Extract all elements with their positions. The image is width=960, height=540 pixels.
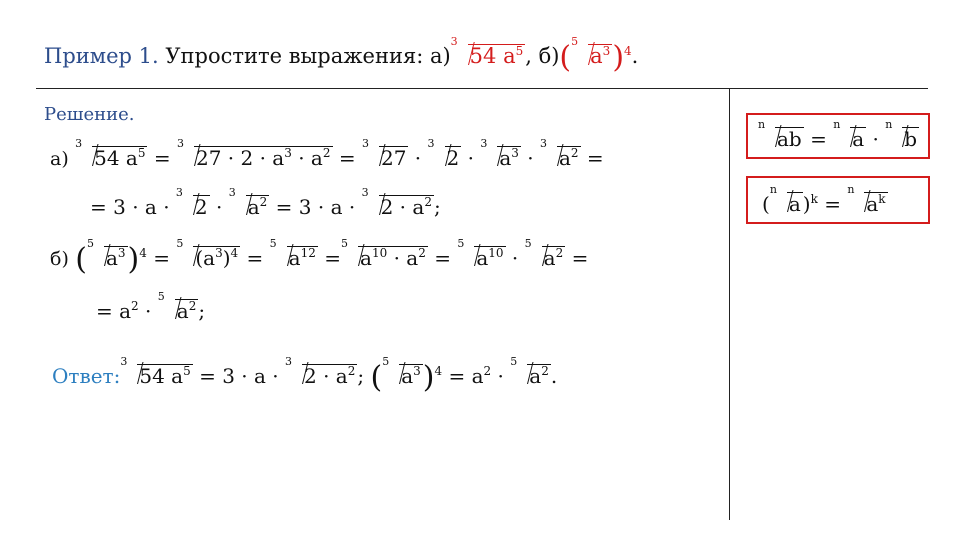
horizontal-divider bbox=[36, 88, 928, 89]
item-label-b: б) bbox=[50, 248, 69, 270]
answer-label: Ответ: bbox=[52, 364, 121, 388]
item-label-a: а) bbox=[50, 148, 69, 170]
title-prefix: Пример 1. bbox=[44, 44, 159, 68]
title-sep: , б) bbox=[525, 44, 560, 68]
formula-box-product bbox=[746, 113, 930, 159]
vertical-divider bbox=[729, 88, 730, 520]
solution-line-b-cont: = $a^2$ · 5 $a^2$ ; bbox=[96, 290, 206, 323]
solution-line-a-cont: = 3 · a · 3 2 · 3 $a^2 = 3 \cdot a$ · 3 $2 \cdot a^2$ ; bbox=[90, 186, 441, 219]
answer-line: Ответ: 3 54 $a^5 = 3 \cdot a$ · 3 $2 \cdot a^2$ ; ( 5 $a^3)^4 = a^2$ · 5 $a^2$ . bbox=[52, 355, 558, 395]
formula-power: ( n a )$^k$ = n $a^k$ bbox=[762, 183, 886, 216]
title-expr-b: ( 5 $a^3)^4$ bbox=[559, 35, 632, 75]
title-end: . bbox=[631, 44, 639, 68]
solution-line-a: а) 3 54 $a^5$ = 3 $27 \cdot 2 \cdot a^3 \cdot a^2$ = 3 27 · 3 2 · 3 $a^3$ · 3 $a^2$ = bbox=[50, 137, 604, 170]
formula-box-power bbox=[746, 176, 930, 224]
title-text: Упростите выражения: а) bbox=[165, 44, 451, 68]
radical: 5 $a^3$ bbox=[571, 35, 611, 68]
title bbox=[44, 35, 639, 75]
title-expr-a bbox=[450, 35, 526, 68]
formula-product: n ab = n a · n b bbox=[758, 118, 918, 151]
solution-label: Решение. bbox=[44, 104, 135, 125]
solution-line-b: б) ( 5 $a^3)^4$ = 5 $(a^3)^4$ = 5 $a^{12}$ = 5 $a^{10} \cdot a^2$ = 5 $a^{10}$ · 5 $a^2$ = bbox=[50, 237, 589, 277]
radical: 3 54 $a^5$ bbox=[450, 35, 524, 68]
